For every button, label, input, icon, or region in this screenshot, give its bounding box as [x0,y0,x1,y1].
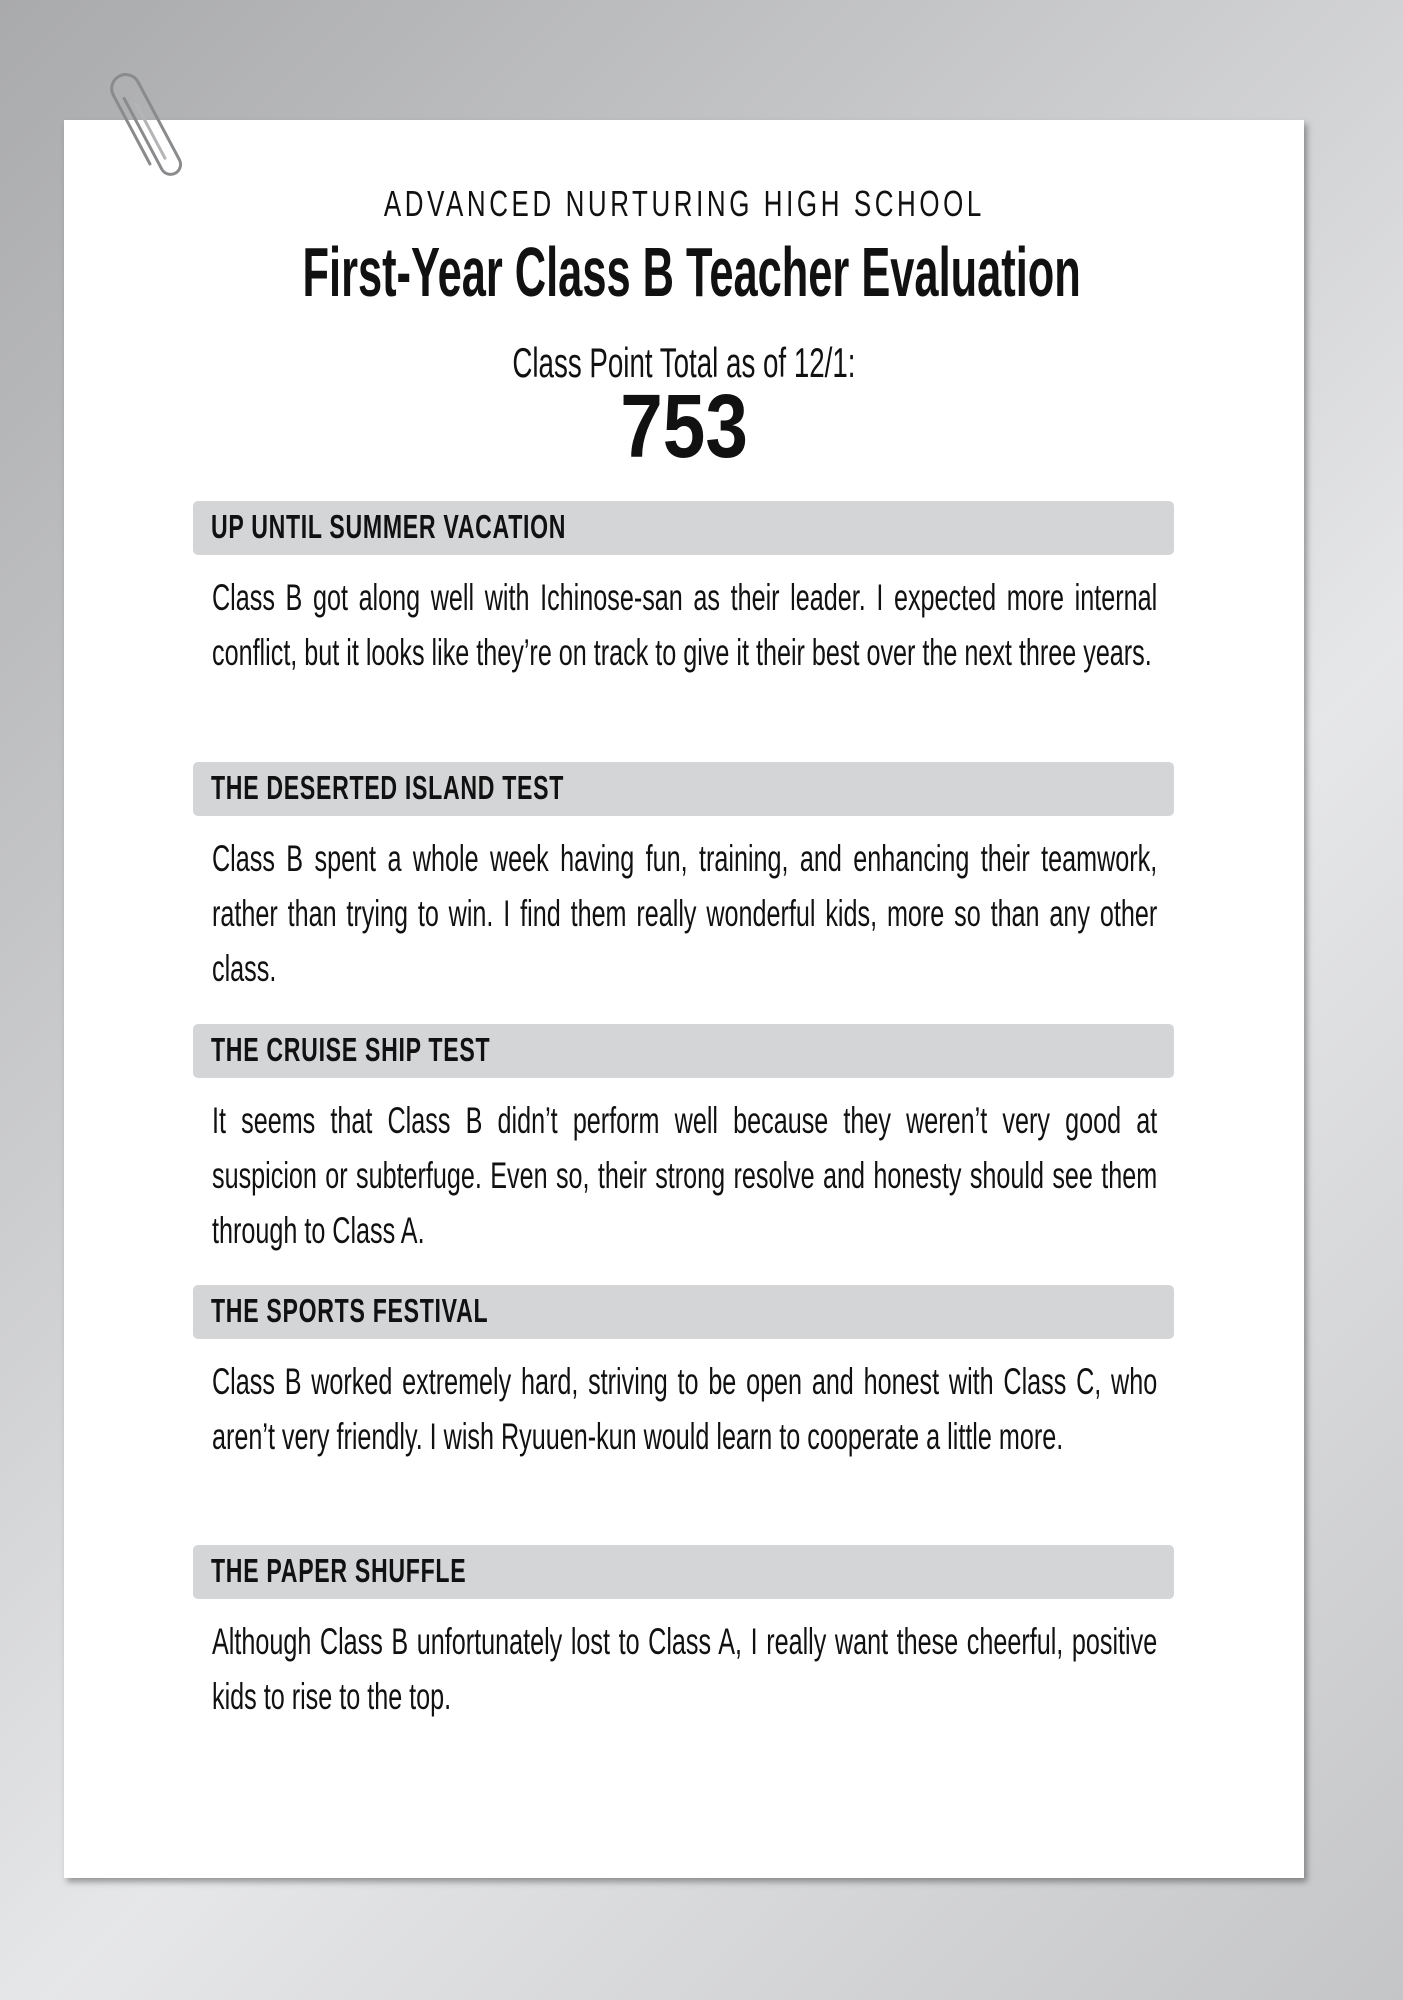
page-title [64,234,1304,311]
section-body: Although Class B unfortunately lost to Class A, I really want these cheerful, positive kids to rise to the top. [212,1621,1158,1717]
evaluation-sheet [64,120,1304,1878]
section-body: Class B spent a whole week having fun, training, and enhancing their teamwork, rather than trying to win. I find them really wonderful kids, more so than any other class. [212,838,1158,989]
section-heading-bar [193,1545,1174,1599]
section-body: Class B got along well with Ichinose-san as their leader. I expected more internal conflict, but it looks like they’re on track to give it their best over the next three years. [212,577,1158,673]
section-heading: THE DESERTED ISLAND TEST [211,769,565,806]
section-heading-bar [193,1285,1174,1339]
section-heading: THE PAPER SHUFFLE [211,1552,467,1589]
points-label-text: Class Point Total as of 12/1: [512,339,856,386]
paperclip-icon [100,70,200,190]
section-heading: THE SPORTS FESTIVAL [211,1292,489,1329]
section-heading-bar [193,501,1174,555]
school-name-text: ADVANCED NURTURING HIGH SCHOOL [383,183,985,224]
section-heading-bar [193,762,1174,816]
section-body: It seems that Class B didn’t perform well because they weren’t very good at suspicion or subterfuge. Even so, their strong resolve and honesty should see them through to Class A. [212,1100,1158,1251]
section-heading: THE CRUISE SHIP TEST [211,1031,491,1068]
section-body: Class B worked extremely hard, striving to be open and honest with Class C, who aren’t very friendly. I wish Ryuuen-kun would learn to cooperate a little more. [212,1361,1158,1457]
section-heading: UP UNTIL SUMMER VACATION [211,508,567,545]
points-value-text: 753 [620,377,748,477]
points-value [64,377,1304,477]
school-name [64,184,1304,224]
page-title-text: First-Year Class B Teacher Evaluation [302,233,1081,311]
section-heading-bar [193,1024,1174,1078]
